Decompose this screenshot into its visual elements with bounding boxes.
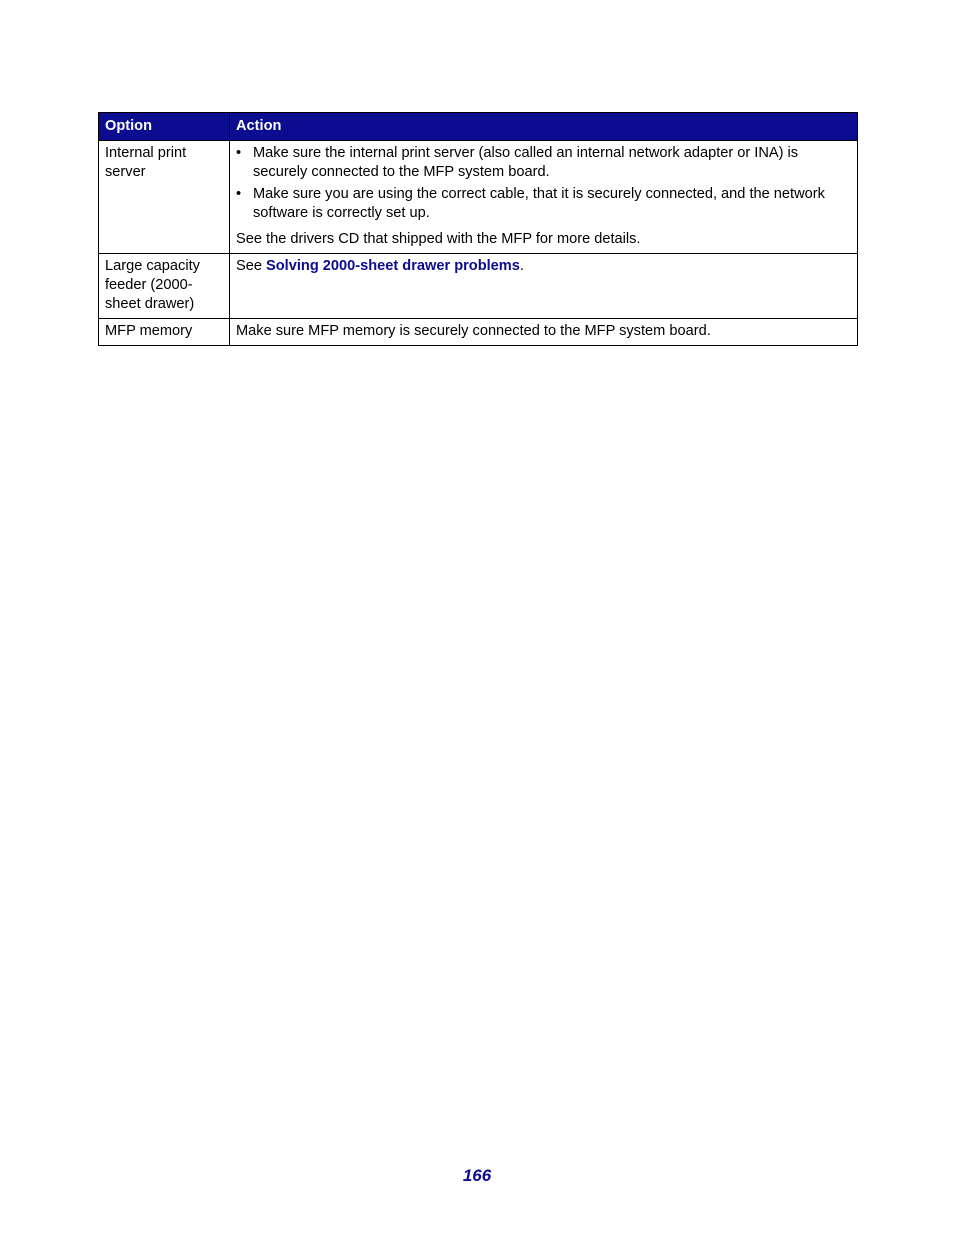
action-cell bbox=[230, 254, 858, 319]
option-cell: Internal print server bbox=[99, 141, 230, 254]
option-cell: MFP memory bbox=[99, 319, 230, 346]
option-cell: Large capacity feeder (2000-sheet drawer) bbox=[99, 254, 230, 319]
header-action: Action bbox=[230, 113, 858, 141]
bullet-list bbox=[236, 144, 851, 223]
list-item bbox=[236, 144, 851, 182]
header-option: Option bbox=[99, 113, 230, 141]
page-number: 166 bbox=[462, 1166, 492, 1185]
see-suffix: . bbox=[519, 258, 524, 274]
bullet-text: Make sure the internal print server (also called an internal network adapter or INA) is securely connected to the MFP system board. bbox=[253, 145, 799, 180]
table-row bbox=[99, 141, 858, 254]
see-prefix: See bbox=[236, 258, 267, 274]
bullet-text: Make sure you are using the correct cable, that it is securely connected, and the network software is correctly set up. bbox=[253, 186, 825, 221]
action-cell bbox=[230, 141, 858, 254]
drivers-note: See the drivers CD that shipped with the MFP for more details. bbox=[236, 231, 641, 247]
table-row bbox=[99, 254, 858, 319]
table-row bbox=[99, 319, 858, 346]
list-item bbox=[236, 185, 851, 223]
bullet-icon: • bbox=[236, 186, 242, 202]
options-table bbox=[98, 112, 858, 346]
table-header-row bbox=[99, 113, 858, 141]
action-cell: Make sure MFP memory is securely connected to the MFP system board. bbox=[230, 319, 858, 346]
drawer-problems-link[interactable]: Solving 2000-sheet drawer problems bbox=[266, 258, 520, 274]
bullet-icon: • bbox=[236, 145, 242, 161]
